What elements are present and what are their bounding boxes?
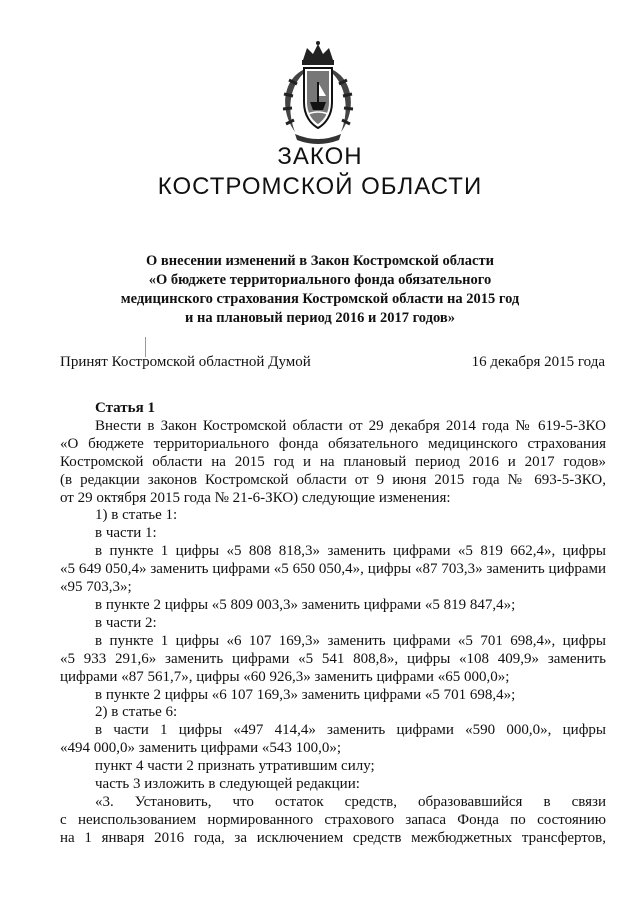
text-line: в пункте 1 цифры «5 808 818,3» заменить цифрами «5 819 662,4», цифры [95,543,606,560]
text-line: 1) в статье 1: [95,507,178,524]
coat-of-arms-icon [273,40,363,148]
text-line: от 29 октября 2015 года № 21-6-ЗКО) следующие изменения: [60,489,451,506]
text-line: в пункте 2 цифры «6 107 169,3» заменить цифрами «5 701 698,4»; [95,686,516,703]
text-line: «3. Установить, что остаток средств, образовавшийся в связи [95,793,606,810]
subject-line: «О бюджете территориального фонда обязательного [148,272,492,288]
text-line: в пункте 2 цифры «5 809 003,3» заменить цифрами «5 819 847,4»; [95,596,516,613]
text-line: «494 000,0» заменить цифрами «543 100,0»; [60,740,342,757]
law-title [0,142,640,202]
text-line: «О бюджете территориального фонда обязательного медицинского страхования [60,435,606,452]
adopted-by: Принят Костромской областной Думой [60,354,311,370]
text-line: в части 1 цифры «497 414,4» заменить цифрами «590 000,0», цифры [95,722,606,739]
law-title-line1: ЗАКОН [277,143,363,170]
text-line: на 1 января 2016 года, за исключением средств межбюджетных трансфертов, [60,829,606,846]
text-line: Внести в Закон Костромской области от 29 декабря 2014 года № 619-5-ЗКО [95,417,606,434]
text-line: с неиспользованием нормированного страхового запаса Фонда по состоянию [60,811,606,828]
text-line: 2) в статье 6: [95,704,178,721]
text-line: Костромской области на 2015 год и на плановый период 2016 и 2017 годов» [60,453,606,470]
law-subject [60,252,580,328]
subject-line: медицинского страхования Костромской области на 2015 год [120,291,520,307]
subject-line: О внесении изменений в Закон Костромской области [146,253,494,269]
text-line: часть 3 изложить в следующей редакции: [95,776,360,793]
text-line: (в редакции законов Костромской области от 9 июня 2015 года № 693-5-ЗКО, [60,471,606,488]
text-line: в пункте 1 цифры «6 107 169,3» заменить цифрами «5 701 698,4», цифры [95,632,606,649]
text-line: пункт 4 части 2 признать утратившим силу; [95,758,375,775]
text-line: «95 703,3»; [60,579,132,596]
subject-line: и на плановый период 2016 и 2017 годов» [185,310,455,326]
article-body [60,400,606,848]
adoption-date: 16 декабря 2015 года [471,354,605,370]
text-line: в части 2: [95,614,157,631]
text-line: цифрами «87 561,7», цифры «60 926,3» заменить цифрами «65 000,0»; [60,668,510,685]
article-heading: Статья 1 [95,400,155,416]
law-title-line2: КОСТРОМСКОЙ ОБЛАСТИ [157,173,483,200]
text-line: «5 649 050,4» заменить цифрами «5 650 050,4», цифры «87 703,3» заменить цифрами [60,561,606,578]
text-line: в части 1: [95,525,157,542]
text-line: «5 933 291,6» заменить цифрами «5 541 808,8», цифры «108 409,9» заменить [60,650,606,667]
